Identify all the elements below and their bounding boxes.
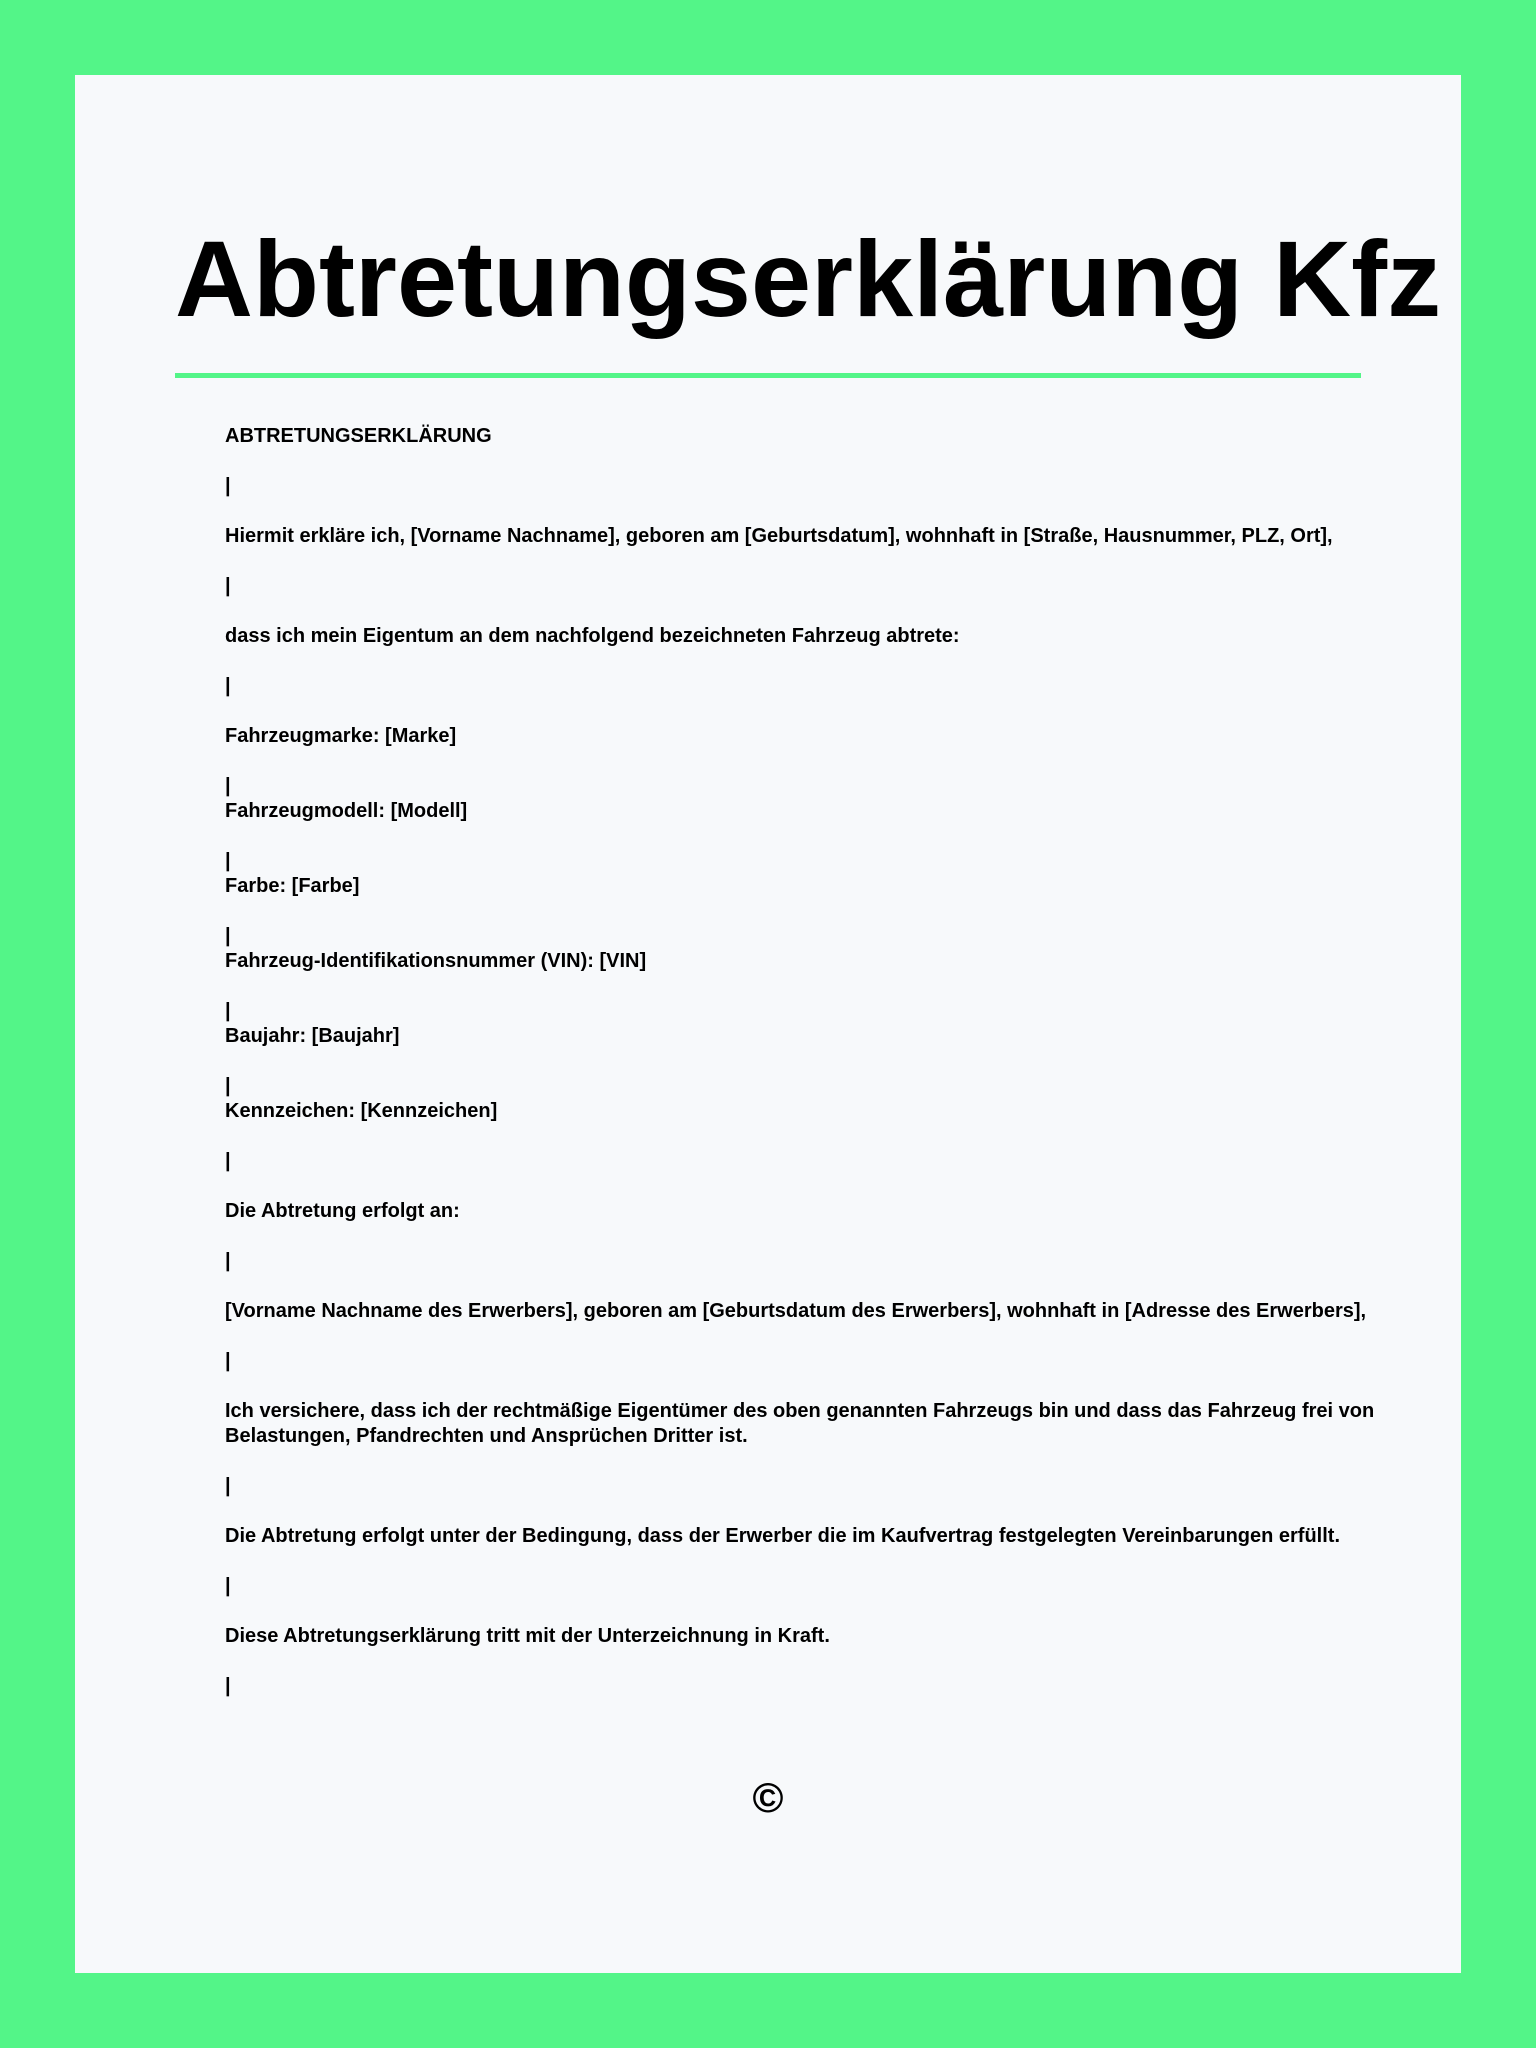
separator-line: | [225,775,231,797]
separator-line: | [225,1475,231,1497]
vehicle-vin-line: Fahrzeug-Identifikationsnummer (VIN): [VIN] [225,950,647,972]
separator-line: | [225,1150,231,1172]
recipient-paragraph: [Vorname Nachname des Erwerbers], geboren am [Geburtsdatum des Erwerbers], wohnhaft in [Adresse des Erwerbers], [225,1300,1367,1322]
document-body [225,424,1425,1699]
transfer-intro-paragraph: dass ich mein Eigentum an dem nachfolgend bezeichneten Fahrzeug abtrete: [225,625,960,647]
separator-line: | [225,925,231,947]
vehicle-color-line: Farbe: [Farbe] [225,875,360,897]
separator-line: | [225,850,231,872]
document-page [75,75,1461,1973]
separator-line: | [225,1350,231,1372]
separator-line: | [225,1250,231,1272]
effective-date-paragraph: Diese Abtretungserklärung tritt mit der Unterzeichnung in Kraft. [225,1625,830,1647]
separator-line: | [225,575,231,597]
separator-line: | [225,1075,231,1097]
vehicle-plate-line: Kennzeichen: [Kennzeichen] [225,1100,498,1122]
copyright-icon: © [752,1774,784,1821]
separator-line: | [225,1675,231,1697]
transfer-recipient-intro: Die Abtretung erfolgt an: [225,1200,460,1222]
condition-paragraph: Die Abtretung erfolgt unter der Bedingung, dass der Erwerber die im Kaufvertrag festgelegten Vereinbarungen erfüllt. [225,1525,1341,1547]
separator-line: | [225,675,231,697]
declaration-paragraph: Hiermit erkläre ich, [Vorname Nachname], geboren am [Geburtsdatum], wohnhaft in [Straße, Hausnummer, PLZ, Ort], [225,525,1333,547]
document-title: Abtretungserklärung Kfz [175,218,1442,339]
vehicle-year-line: Baujahr: [Baujahr] [225,1025,400,1047]
title-divider [175,373,1361,378]
separator-line: | [225,1575,231,1597]
ownership-assurance-paragraph: Ich versichere, dass ich der rechtmäßige Eigentümer des oben genannten Fahrzeugs bin und dass das Fahrzeug frei von Belastungen, Pfandrechten und Ansprüchen Dritter ist. [225,1400,1380,1447]
vehicle-model-line: Fahrzeugmodell: [Modell] [225,800,468,822]
separator-line: | [225,475,231,497]
vehicle-make-line: Fahrzeugmarke: [Marke] [225,725,457,747]
separator-line: | [225,1000,231,1022]
heading-line: ABTRETUNGSERKLÄRUNG [225,425,492,447]
